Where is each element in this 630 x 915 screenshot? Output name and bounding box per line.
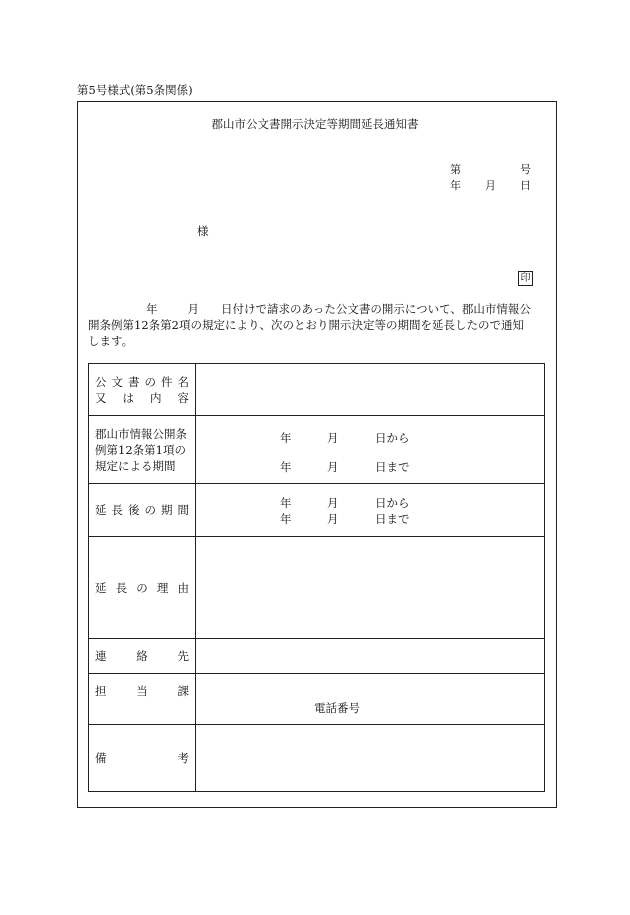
label-extended-period bbox=[89, 484, 196, 537]
notice-body bbox=[88, 301, 546, 349]
period-year: 年 bbox=[280, 431, 292, 445]
body-line-3: します。 bbox=[88, 334, 134, 348]
label-line: 例第12条第1項の bbox=[95, 442, 186, 457]
date-year: 年 bbox=[450, 179, 461, 192]
label-char: の bbox=[144, 374, 156, 389]
label-contact bbox=[89, 639, 196, 674]
table-row-document-name bbox=[89, 364, 545, 416]
period-year: 年 bbox=[280, 512, 292, 526]
table-row-remarks bbox=[89, 725, 545, 792]
period-day-from: 日から bbox=[375, 431, 410, 445]
label-line bbox=[95, 648, 189, 664]
label-char: 絡 bbox=[136, 649, 148, 663]
label-char: 課 bbox=[177, 684, 189, 698]
label-document-name bbox=[89, 364, 196, 416]
period-month: 月 bbox=[327, 460, 339, 474]
label-remarks bbox=[89, 725, 196, 792]
label-line bbox=[95, 390, 189, 406]
seal-mark: 印 bbox=[518, 271, 533, 286]
label-line bbox=[95, 683, 189, 699]
label-char: 考 bbox=[177, 751, 189, 765]
label-char: 内 bbox=[150, 390, 162, 405]
body-line-1-text: 日付けで請求のあった公文書の開示について、郡山市情報公 bbox=[221, 302, 531, 316]
field-original-period[interactable] bbox=[196, 416, 545, 484]
document-date-line bbox=[450, 180, 531, 191]
info-table bbox=[88, 363, 545, 792]
label-char: 理 bbox=[156, 580, 169, 595]
number-suffix: 号 bbox=[520, 163, 531, 176]
body-month: 月 bbox=[187, 302, 199, 316]
field-remarks[interactable] bbox=[196, 725, 545, 792]
field-extended-period[interactable] bbox=[196, 484, 545, 537]
label-char: 延 bbox=[95, 580, 107, 595]
table-row-department bbox=[89, 674, 545, 725]
date-month: 月 bbox=[485, 179, 496, 192]
label-department bbox=[89, 674, 196, 725]
label-char: の bbox=[136, 580, 148, 595]
period-day-from: 日から bbox=[375, 496, 410, 510]
label-char: 件 bbox=[161, 374, 173, 389]
label-char: 当 bbox=[136, 684, 148, 698]
label-line bbox=[95, 750, 189, 766]
field-document-name[interactable] bbox=[196, 364, 545, 416]
field-extension-reason[interactable] bbox=[196, 537, 545, 639]
label-line: 郡山市情報公開条 bbox=[95, 426, 187, 441]
label-char: 担 bbox=[95, 684, 107, 698]
field-department[interactable] bbox=[196, 674, 545, 725]
label-line: 規定による期間 bbox=[95, 458, 176, 473]
label-char: 容 bbox=[177, 390, 189, 405]
label-char: 備 bbox=[95, 751, 107, 765]
period-month: 月 bbox=[327, 431, 339, 445]
table-row-contact bbox=[89, 639, 545, 674]
field-contact[interactable] bbox=[196, 639, 545, 674]
body-line-1 bbox=[88, 301, 546, 317]
document-title: 郡山市公文書開示決定等期間延長通知書 bbox=[211, 117, 419, 131]
label-original-period bbox=[89, 416, 196, 484]
period-year: 年 bbox=[280, 460, 292, 474]
label-char: 書 bbox=[128, 374, 140, 389]
label-line bbox=[95, 374, 189, 390]
period-month: 月 bbox=[327, 512, 339, 526]
label-char: 長 bbox=[115, 580, 128, 595]
label-char: は bbox=[122, 390, 134, 405]
period-month: 月 bbox=[327, 496, 339, 510]
table-row-original-period bbox=[89, 416, 545, 484]
label-char: 期 bbox=[161, 503, 173, 517]
label-char: 連 bbox=[95, 649, 107, 663]
label-line bbox=[95, 580, 189, 596]
document-number-line bbox=[450, 164, 531, 175]
label-char: 先 bbox=[177, 649, 189, 663]
label-char: 由 bbox=[177, 580, 189, 595]
period-day-to: 日まで bbox=[375, 512, 410, 526]
table-row-extension-reason bbox=[89, 537, 545, 639]
label-char: 名 bbox=[177, 374, 189, 389]
form-label: 第5号様式(第5条関係) bbox=[77, 83, 193, 97]
label-char: の bbox=[144, 503, 156, 517]
label-char: 間 bbox=[177, 503, 189, 517]
label-extension-reason bbox=[89, 537, 196, 639]
phone-label: 電話番号 bbox=[314, 701, 360, 715]
label-char: 又 bbox=[95, 390, 107, 405]
label-char: 延 bbox=[95, 503, 107, 517]
addressee-suffix: 様 bbox=[197, 224, 209, 238]
period-day-to: 日まで bbox=[375, 460, 410, 474]
body-line-2: 開条例第12条第2項の規定により、次のとおり開示決定等の期間を延長したので通知 bbox=[88, 318, 524, 332]
label-char: 文 bbox=[111, 374, 123, 389]
label-char: 後 bbox=[128, 503, 140, 517]
label-char: 公 bbox=[95, 374, 107, 389]
label-char: 長 bbox=[111, 503, 123, 517]
period-year: 年 bbox=[280, 496, 292, 510]
table-row-extended-period bbox=[89, 484, 545, 537]
body-year: 年 bbox=[146, 302, 158, 316]
label-line bbox=[95, 502, 189, 518]
number-prefix: 第 bbox=[450, 163, 461, 176]
date-day: 日 bbox=[520, 179, 531, 192]
